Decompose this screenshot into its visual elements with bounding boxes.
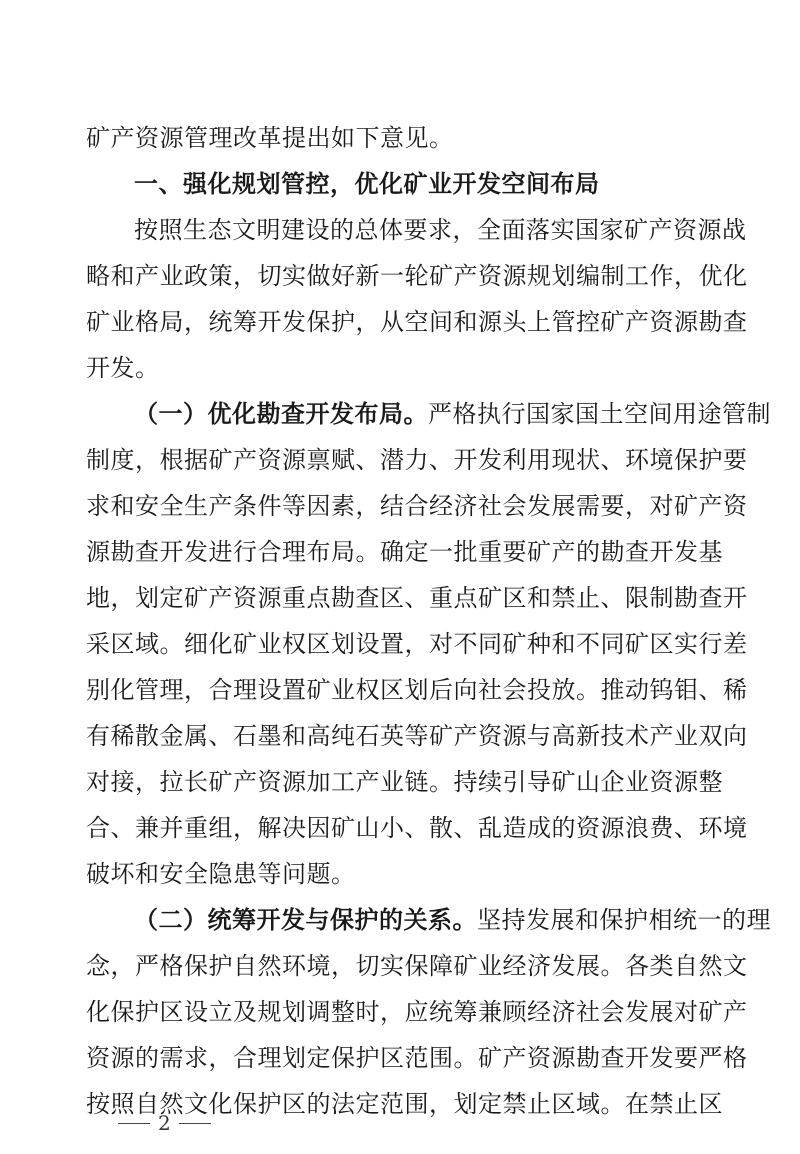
paragraph-line: 矿产资源管理改革提出如下意见。 [86,124,454,152]
paragraph-line: 源勘查开发进行合理布局。确定一批重要矿产的勘查开发基 [86,538,723,566]
paragraph-line: 按照自然文化保护区的法定范围，划定禁止区域。在禁止区 [86,1090,723,1118]
paragraph-line [134,394,771,434]
paragraph-text: 严格执行国家国土空间用途管制 [428,400,771,428]
paragraph-text: 坚持发展和保护相统一的理 [477,906,771,934]
paragraph-line: 求和安全生产条件等因素，结合经济社会发展需要，对矿产资 [86,492,748,520]
paragraph-line: 对接，拉长矿产资源加工产业链。持续引导矿山企业资源整 [86,768,723,796]
paragraph-line: 制度，根据矿产资源禀赋、潜力、开发利用现状、环境保护要 [86,446,748,474]
subsection-heading: （二）统筹开发与保护的关系。 [134,906,477,934]
subsection-heading: （一）优化勘查开发布局。 [134,400,428,428]
paragraph-line: 略和产业政策，切实做好新一轮矿产资源规划编制工作，优化 [86,262,748,290]
paragraph-line: 破坏和安全隐患等问题。 [86,860,356,888]
paragraph-line: 开发。 [86,354,160,382]
paragraph-line: 合、兼并重组，解决因矿山小、散、乱造成的资源浪费、环境 [86,814,748,842]
paragraph-line: 矿业格局，统筹开发保护，从空间和源头上管控矿产资源勘查 [86,308,748,336]
paragraph-line [134,900,771,940]
section-heading: 一、强化规划管控，优化矿业开发空间布局 [134,170,600,198]
paragraph-line: 别化管理，合理设置矿业权区划后向社会投放。推动钨钼、稀 [86,676,748,704]
paragraph-line: 资源的需求，合理划定保护区范围。矿产资源勘查开发要严格 [86,1044,748,1072]
paragraph-line: 采区域。细化矿业权区划设置，对不同矿种和不同矿区实行差 [86,630,748,658]
paragraph-line: 地，划定矿产资源重点勘查区、重点矿区和禁止、限制勘查开 [86,584,748,612]
paragraph-line: 按照生态文明建设的总体要求，全面落实国家矿产资源战 [134,216,747,244]
page-number: 2 [158,1111,171,1135]
footer-dash-left [118,1123,150,1124]
page-footer [110,1108,219,1138]
paragraph-line: 念，严格保护自然环境，切实保障矿业经济发展。各类自然文 [86,952,748,980]
paragraph-line: 化保护区设立及规划调整时，应统筹兼顾经济社会发展对矿产 [86,998,748,1026]
paragraph-line: 有稀散金属、石墨和高纯石英等矿产资源与高新技术产业双向 [86,722,748,750]
footer-dash-right [179,1123,211,1124]
